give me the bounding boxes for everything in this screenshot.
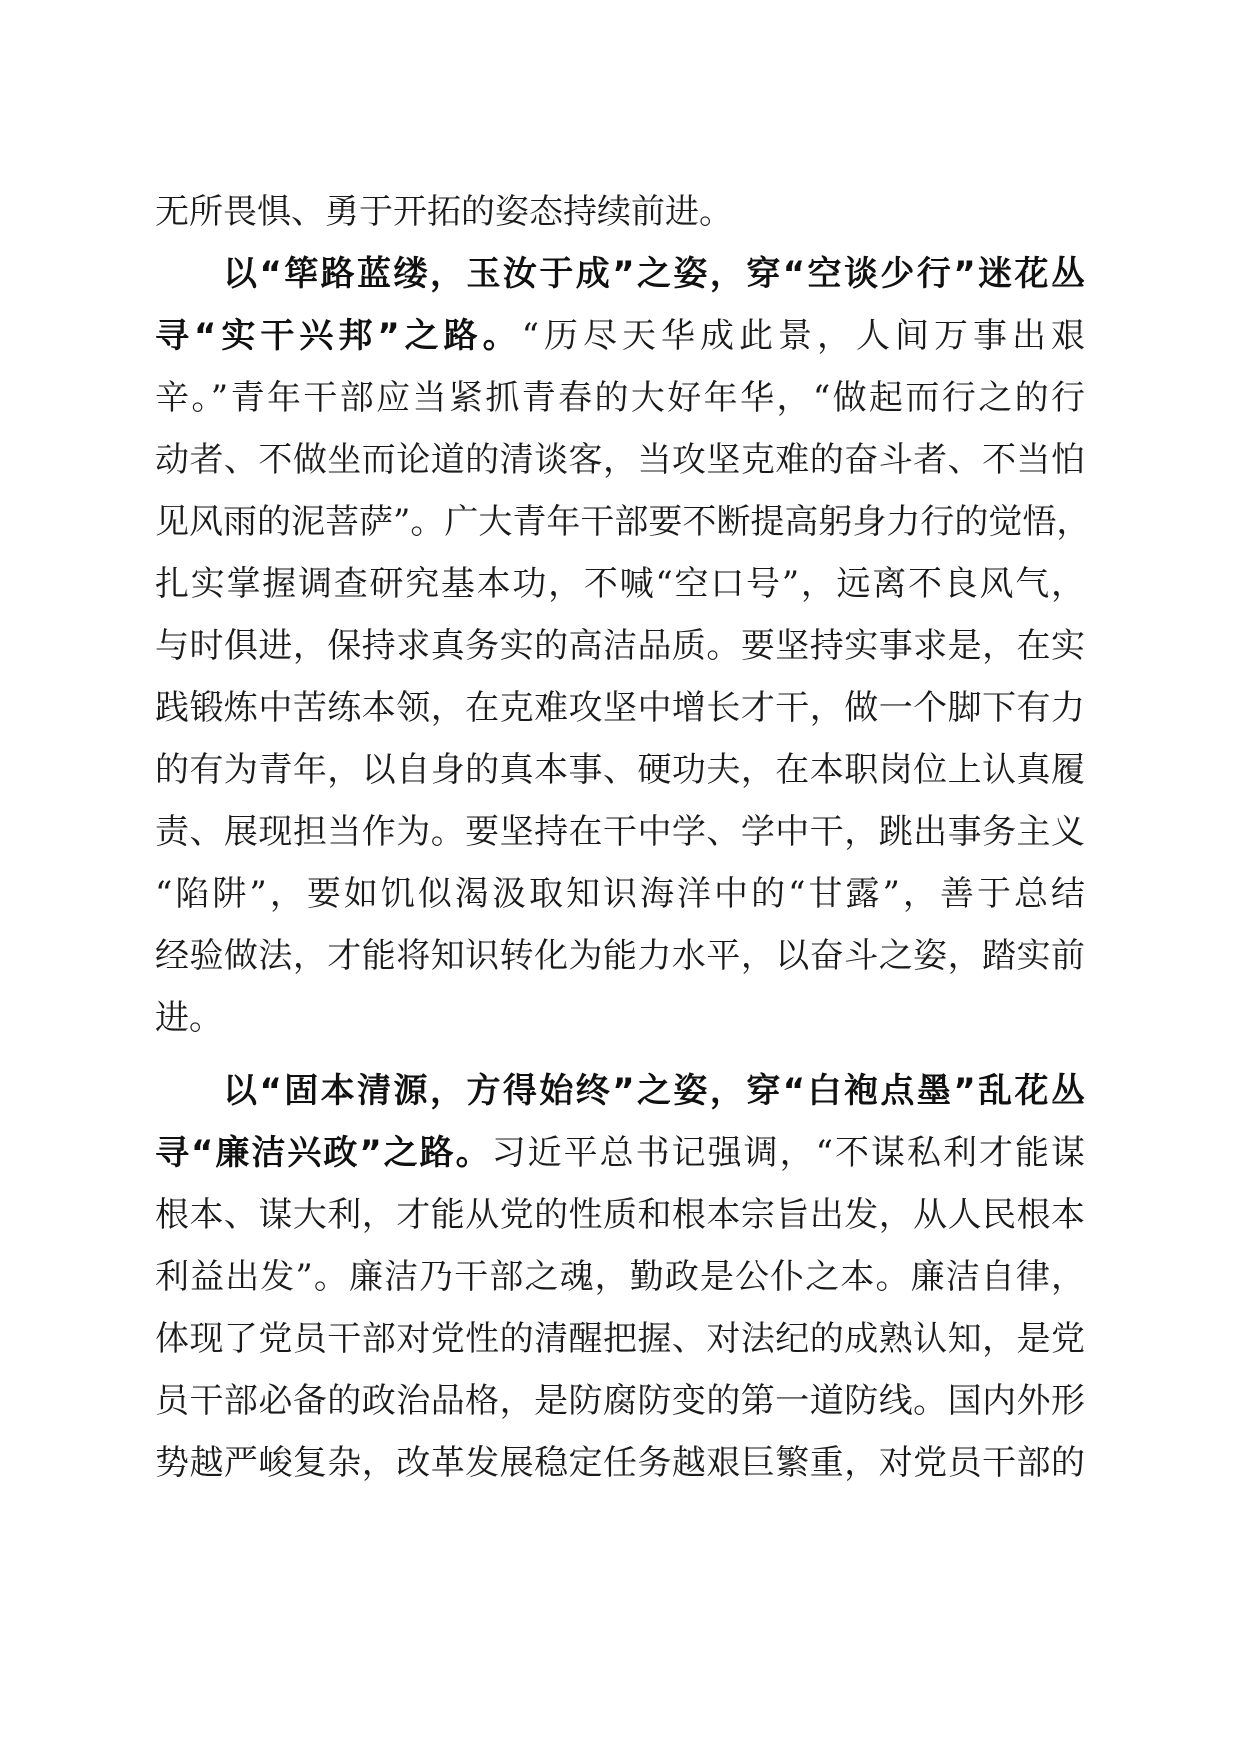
text-run: 的有为青年，以自身的真本事、硬功夫，在本职岗位上认真履 xyxy=(155,750,1085,790)
paragraph-3-line xyxy=(155,1122,1085,1184)
paragraph-2-line xyxy=(155,305,1085,367)
paragraph-2-line xyxy=(155,801,1085,863)
text-run: 扎实掌握调查研究基本功，不喊“空口号”，远离不良风气， xyxy=(155,564,1085,604)
paragraph-3-heading-line xyxy=(223,1060,1085,1122)
heading-run: 寻“实干兴邦”之路。 xyxy=(155,316,522,356)
text-run: “陷阱”，要如饥似渴汲取知识海洋中的“甘露”，善于总结 xyxy=(155,874,1085,914)
text-run: 与时俱进，保持求真务实的高洁品质。要坚持实事求是，在实 xyxy=(155,626,1085,666)
heading-run: 寻“廉洁兴政”之路。 xyxy=(155,1133,492,1173)
paragraph-2-line xyxy=(155,491,1091,553)
paragraph-2-line xyxy=(155,925,1085,987)
text-run: 动者、不做坐而论道的清谈客，当攻坚克难的奋斗者、不当怕 xyxy=(155,440,1085,480)
text-run: 经验做法，才能将知识转化为能力水平，以奋斗之姿，踏实前 xyxy=(155,936,1085,976)
paragraph-1-closing-line xyxy=(155,181,1085,243)
paragraph-3-line xyxy=(155,1370,1085,1432)
text-run: 无所畏惧、勇于开拓的姿态持续前进。 xyxy=(155,192,733,232)
text-run: 利益出发”。廉洁乃干部之魂，勤政是公仆之本。廉洁自律， xyxy=(155,1257,1085,1297)
paragraph-2-line xyxy=(155,367,1085,429)
text-run: 势越严峻复杂，改革发展稳定任务越艰巨繁重，对党员干部的 xyxy=(155,1443,1085,1483)
paragraph-2-line xyxy=(155,863,1085,925)
text-run: 根本、谋大利，才能从党的性质和根本宗旨出发，从人民根本 xyxy=(155,1195,1085,1235)
paragraph-2-line xyxy=(155,429,1085,491)
text-run: 践锻炼中苦练本领，在克难攻坚中增长才干，做一个脚下有力 xyxy=(155,688,1085,728)
text-run: 见风雨的泥菩萨”。广大青年干部要不断提高躬身力行的觉悟， xyxy=(155,502,1091,542)
paragraph-2-heading-line xyxy=(223,243,1085,305)
heading-run: 以“固本清源，方得始终”之姿，穿“白袍点墨”乱花丛 xyxy=(223,1071,1085,1111)
paragraph-2-line xyxy=(155,553,1085,615)
paragraph-3-line xyxy=(155,1246,1085,1308)
paragraph-3-line xyxy=(155,1184,1085,1246)
paragraph-2-last-line xyxy=(155,987,1085,1049)
text-run: 责、展现担当作为。要坚持在干中学、学中干，跳出事务主义 xyxy=(155,812,1085,852)
paragraph-2-line xyxy=(155,739,1085,801)
text-run: 体现了党员干部对党性的清醒把握、对法纪的成熟认知，是党 xyxy=(155,1319,1085,1359)
text-run: 辛。”青年干部应当紧抓青春的大好年华，“做起而行之的行 xyxy=(155,378,1085,418)
text-run: 习近平总书记强调，“不谋私利才能谋 xyxy=(491,1133,1085,1173)
text-run: 进。 xyxy=(155,998,223,1038)
text-run: 员干部必备的政治品格，是防腐防变的第一道防线。国内外形 xyxy=(155,1381,1085,1421)
heading-run: 以“筚路蓝缕，玉汝于成”之姿，穿“空谈少行”迷花丛 xyxy=(223,254,1085,294)
paragraph-3-line xyxy=(155,1308,1085,1370)
paragraph-2-line xyxy=(155,615,1085,677)
paragraph-3-line xyxy=(155,1432,1085,1494)
text-run: “历尽天华成此景，人间万事出艰 xyxy=(521,316,1085,356)
paragraph-2-line xyxy=(155,677,1085,739)
